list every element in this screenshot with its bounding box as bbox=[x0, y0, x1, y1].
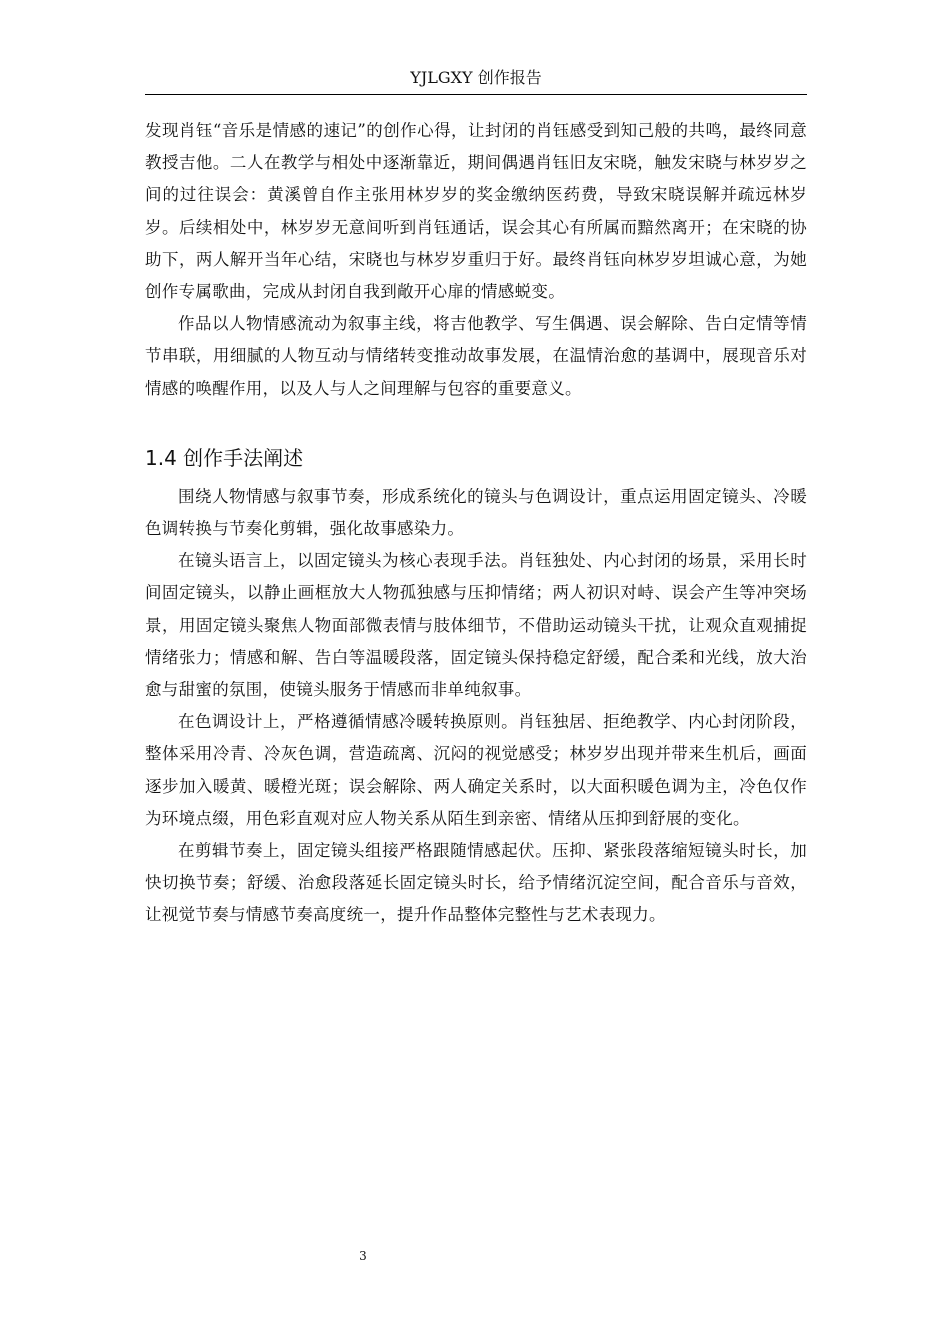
section-heading: 1.4 创作手法阐述 bbox=[145, 445, 304, 470]
section-paragraph-camera: 在镜头语言上，以固定镜头为核心表现手法。肖钰独处、内心封闭的场景，采用长时间固定镜头，以静止画框放大人物孤独感与压抑情绪；两人初识对峙、误会产生等冲突场景，用固定镜头聚焦人物面部微表情与肢体细节，不借助运动镜头干扰，让观众直观捕捉情绪张力；情感和解、告白等温暖段落，固定镜头保持稳定舒缓，配合柔和光线，放大治愈与甜蜜的氛围，使镜头服务于情感而非单纯叙事。 bbox=[145, 551, 807, 700]
body-paragraph-summary: 作品以人物情感流动为叙事主线，将吉他教学、写生偶遇、误会解除、告白定情等情节串联，用细腻的人物互动与情绪转变推动故事发展，在温情治愈的基调中，展现音乐对情感的唤醒作用，以及人与人之间理解与包容的重要意义。 bbox=[145, 314, 807, 398]
section-paragraph-color: 在色调设计上，严格遵循情感冷暖转换原则。肖钰独居、拒绝教学、内心封闭阶段，整体采用冷青、冷灰色调，营造疏离、沉闷的视觉感受；林岁岁出现并带来生机后，画面逐步加入暖黄、暖橙光斑；误会解除、两人确定关系时，以大面积暖色调为主，冷色仅作为环境点缀，用色彩直观对应人物关系从陌生到亲密、情绪从压抑到舒展的变化。 bbox=[145, 712, 807, 828]
running-header: YJLGXY 创作报告 bbox=[410, 68, 542, 87]
page-content bbox=[145, 115, 807, 932]
section-paragraph-editing: 在剪辑节奏上，固定镜头组接严格跟随情感起伏。压抑、紧张段落缩短镜头时长，加快切换节奏；舒缓、治愈段落延长固定镜头时长，给予情绪沉淀空间，配合音乐与音效，让视觉节奏与情感节奏高度统一，提升作品整体完整性与艺术表现力。 bbox=[145, 841, 807, 925]
body-paragraph-continued: 发现肖钰“音乐是情感的速记”的创作心得，让封闭的肖钰感受到知己般的共鸣，最终同意教授吉他。二人在教学与相处中逐渐靠近，期间偶遇肖钰旧友宋晓，触发宋晓与林岁岁之间的过往误会：黄溪曾自作主张用林岁岁的奖金缴纳医药费，导致宋晓误解并疏远林岁岁。后续相处中，林岁岁无意间听到肖钰通话，误会其心有所属而黯然离开；在宋晓的协助下，两人解开当年心结，宋晓也与林岁岁重归于好。最终肖钰向林岁岁坦诚心意，为她创作专属歌曲，完成从封闭自我到敞开心扉的情感蜕变。 bbox=[145, 121, 807, 302]
header-divider bbox=[145, 94, 807, 95]
page-number: 3 bbox=[359, 1249, 367, 1263]
section-paragraph-intro: 围绕人物情感与叙事节奏，形成系统化的镜头与色调设计，重点运用固定镜头、冷暖色调转换与节奏化剪辑，强化故事感染力。 bbox=[145, 486, 807, 539]
